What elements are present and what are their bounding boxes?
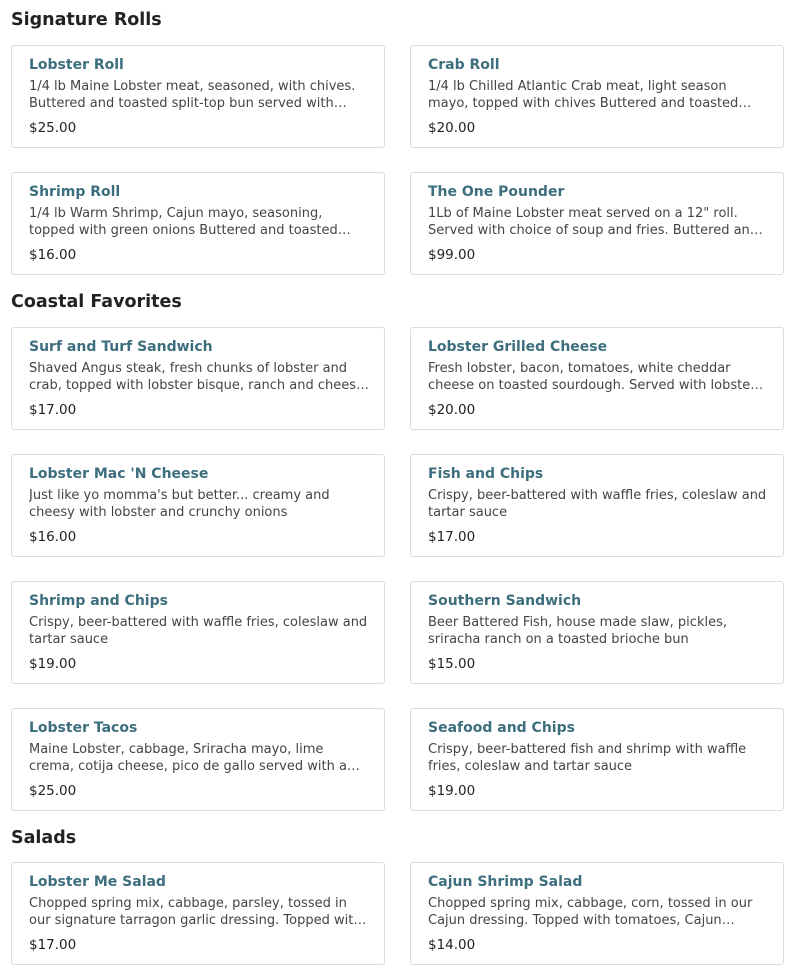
item-name: Lobster Me Salad — [29, 874, 166, 890]
item-name: Lobster Tacos — [29, 720, 138, 736]
item-price: $17.00 — [428, 529, 476, 545]
menu-item-card[interactable] — [11, 327, 385, 430]
item-name: Fish and Chips — [428, 466, 544, 482]
menu-item-card[interactable] — [11, 45, 385, 148]
item-price: $25.00 — [29, 120, 77, 136]
item-price: $99.00 — [428, 247, 476, 263]
item-price: $20.00 — [428, 402, 476, 418]
menu-item-card[interactable] — [11, 454, 385, 557]
menu-item-card[interactable] — [11, 172, 385, 275]
item-name: Lobster Roll — [29, 57, 124, 73]
item-price: $19.00 — [29, 656, 77, 672]
item-name: Shrimp and Chips — [29, 593, 168, 609]
item-name: Seafood and Chips — [428, 720, 575, 736]
item-price: $19.00 — [428, 783, 476, 799]
section-title-coastal-favorites: Coastal Favorites — [11, 292, 182, 312]
menu-item-card[interactable] — [410, 45, 784, 148]
item-name: Lobster Mac 'N Cheese — [29, 466, 209, 482]
section-title-salads: Salads — [11, 828, 77, 848]
menu-item-card[interactable] — [410, 581, 784, 684]
item-name: Shrimp Roll — [29, 184, 121, 200]
item-description: Chopped spring mix, cabbage, corn, tossed in our Cajun dressing. Topped with tomatoes, Cajun — [428, 896, 753, 928]
menu-item-card[interactable] — [410, 172, 784, 275]
item-price: $20.00 — [428, 120, 476, 136]
item-name: Crab Roll — [428, 57, 500, 73]
item-price: $25.00 — [29, 783, 77, 799]
item-price: $17.00 — [29, 937, 77, 953]
item-name: Southern Sandwich — [428, 593, 582, 609]
item-description: 1Lb of Maine Lobster meat served on a 12" roll. Served with choice of soup and fries. Buttered and — [428, 206, 759, 238]
section-title-signature-rolls: Signature Rolls — [11, 10, 162, 30]
item-description: Shaved Angus steak, fresh chunks of lobster and crab, topped with lobster bisque, ranch and cheese — [29, 361, 364, 393]
item-description: Fresh lobster, bacon, tomatoes, white cheddar cheese on toasted sourdough. Served with lobster — [428, 361, 756, 393]
item-description: Chopped spring mix, cabbage, parsley, tossed in our signature tarragon garlic dressing. Topped with — [29, 896, 362, 928]
item-price: $17.00 — [29, 402, 77, 418]
item-price: $16.00 — [29, 247, 77, 263]
item-price: $14.00 — [428, 937, 476, 953]
menu-item-card[interactable] — [11, 708, 385, 811]
item-name: Surf and Turf Sandwich — [29, 339, 213, 355]
item-description: Maine Lobster, cabbage, Sriracha mayo, lime crema, cotija cheese, pico de gallo served with a — [29, 742, 347, 774]
item-name: Lobster Grilled Cheese — [428, 339, 608, 355]
menu-item-card[interactable] — [11, 862, 385, 965]
item-description: Crispy, beer-battered fish and shrimp with waffle fries, coleslaw and tartar sauce — [428, 742, 747, 774]
item-price: $16.00 — [29, 529, 77, 545]
menu-item-card[interactable] — [410, 862, 784, 965]
menu-item-card[interactable] — [410, 454, 784, 557]
menu-item-card[interactable] — [410, 327, 784, 430]
item-description: Beer Battered Fish, house made slaw, pickles, sriracha ranch on a toasted brioche bun — [428, 615, 727, 647]
item-description: Just like yo momma's but better... creamy and cheesy with lobster and crunchy onions — [29, 488, 330, 520]
item-description: 1/4 lb Chilled Atlantic Crab meat, light season mayo, topped with chives Buttered and toasted — [428, 79, 739, 111]
menu-item-card[interactable] — [11, 581, 385, 684]
item-description: Crispy, beer-battered with waffle fries, coleslaw and tartar sauce — [29, 615, 368, 647]
menu-item-card[interactable] — [410, 708, 784, 811]
item-description: 1/4 lb Warm Shrimp, Cajun mayo, seasoning, topped with green onions Buttered and toasted — [29, 206, 338, 238]
item-price: $15.00 — [428, 656, 476, 672]
item-description: 1/4 lb Maine Lobster meat, seasoned, with chives. Buttered and toasted split-top bun served with — [29, 79, 356, 111]
item-name: The One Pounder — [428, 184, 565, 200]
item-description: Crispy, beer-battered with waffle fries, coleslaw and tartar sauce — [428, 488, 767, 520]
item-name: Cajun Shrimp Salad — [428, 874, 583, 890]
